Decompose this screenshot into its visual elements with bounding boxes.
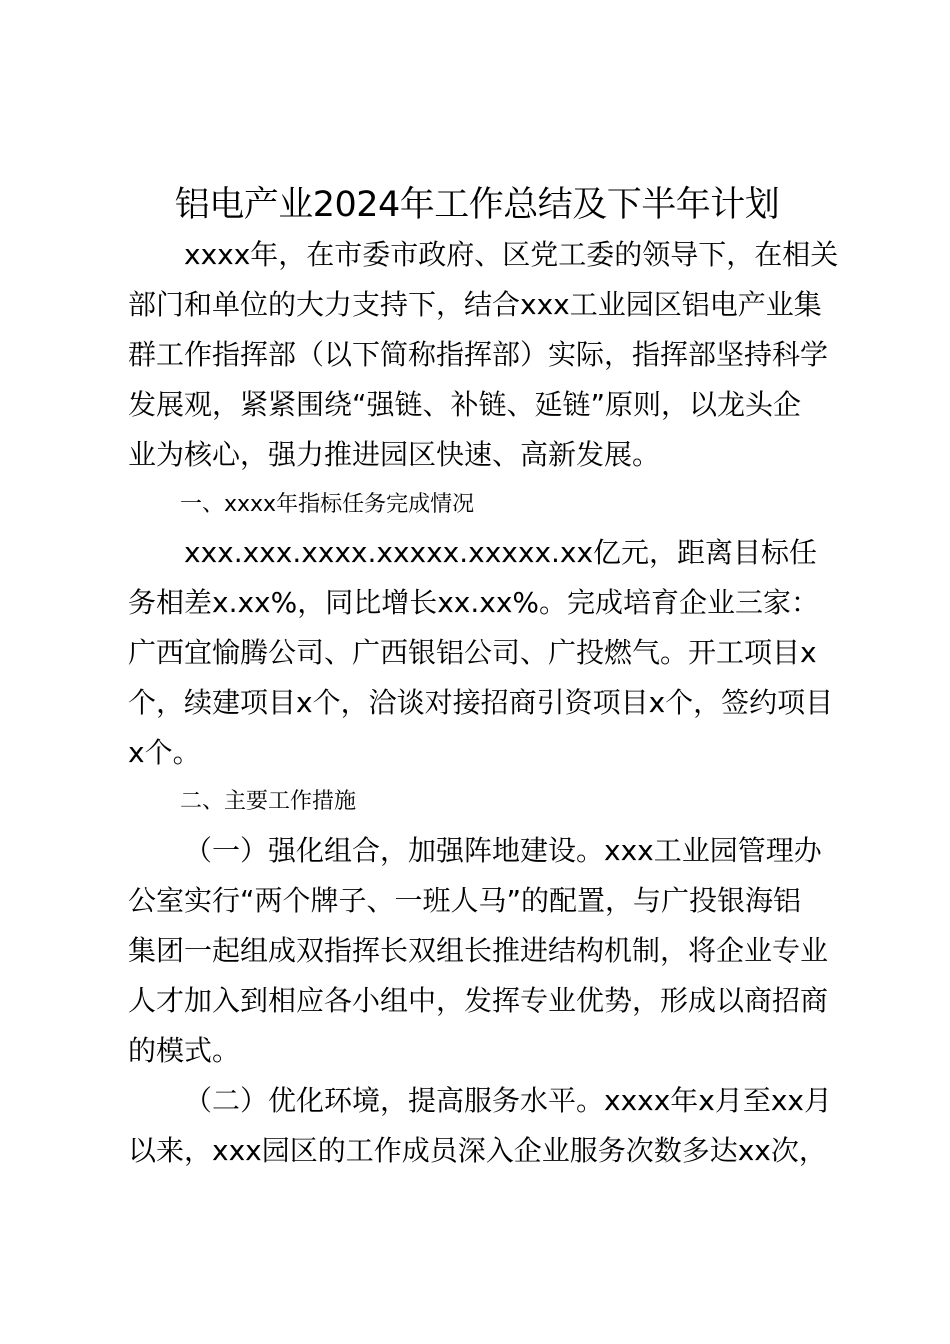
paragraph-line: xxx.xxx.xxxx.xxxxx.xxxxx.xx亿元，距离目标任 <box>184 536 818 569</box>
paragraph-line: 部门和单位的大力支持下，结合xxx工业园区铝电产业集 <box>128 288 822 321</box>
paragraph-line: 广西宜愉腾公司、广西银铝公司、广投燃气。开工项目x <box>128 636 817 669</box>
paragraph-line: 的模式。 <box>128 1034 241 1067</box>
paragraph-line: （二）优化环境，提高服务水平。xxxx年x月至xx月 <box>184 1084 832 1117</box>
paragraph-line: xxxx年，在市委市政府、区党工委的领导下，在相关 <box>184 238 839 271</box>
intro-paragraph <box>128 230 853 480</box>
paragraph-line: 集团一起组成双指挥长双组长推进结构机制，将企业专业 <box>128 934 829 967</box>
paragraph-line: （一）强化组合，加强阵地建设。xxx工业园管理办 <box>184 834 822 867</box>
document-title: 铝电产业2024年工作总结及下半年计划 <box>174 185 780 225</box>
paragraph-line: 业为核心，强力推进园区快速、高新发展。 <box>128 438 661 471</box>
paragraph-line: 发展观，紧紧围绕“强链、补链、延链”原则，以龙头企 <box>128 388 802 421</box>
paragraph-line: 个，续建项目x个，洽谈对接招商引资项目x个，签约项目 <box>128 686 834 719</box>
paragraph-line: 务相差x.xx%，同比增长xx.xx%。完成培育企业三家： <box>128 586 820 619</box>
paragraph-line: 以来，xxx园区的工作成员深入企业服务次数多达xx次， <box>128 1134 827 1167</box>
section-heading-2: 二、主要工作措施 <box>180 789 357 814</box>
paragraph-line: 人才加入到相应各小组中，发挥专业优势，形成以商招商 <box>128 984 829 1017</box>
section-heading-1: 一、xxxx年指标任务完成情况 <box>180 492 475 517</box>
paragraph-line: 群工作指挥部（以下简称指挥部）实际，指挥部坚持科学 <box>128 338 829 371</box>
indicators-paragraph <box>128 528 853 778</box>
paragraph-line: 公室实行“两个牌子、一班人马”的配置，与广投银海铝 <box>128 884 802 917</box>
paragraph-line: x个。 <box>128 736 201 769</box>
measure-1-paragraph <box>128 826 853 1076</box>
measure-2-paragraph <box>128 1076 853 1176</box>
